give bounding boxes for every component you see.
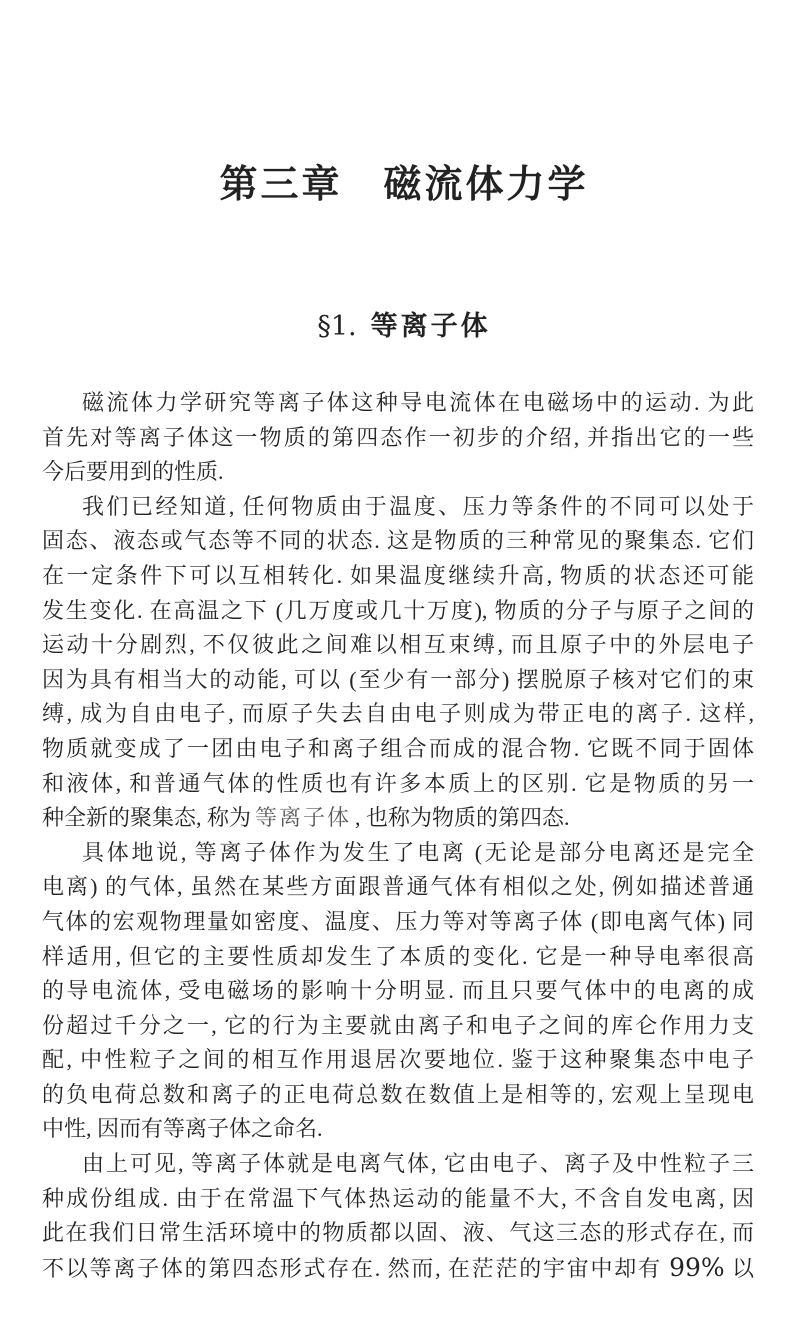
text-line: 种成份组成. 由于在常温下气体热运动的能量不大, 不含自发电离, 因 [42, 1185, 754, 1211]
text-line: 固态、液态或气态等不同的状态. 这是物质的三种常见的聚集态. 它们 [42, 528, 754, 554]
text-line: 份超过千分之一, 它的行为主要就由离子和电子之间的库仑作用力支 [42, 1012, 754, 1038]
text-line: 的导电流体, 受电磁场的影响十分明显. 而且只要气体中的电离的成 [42, 978, 754, 1004]
text-line: 电离) 的气体, 虽然在某些方面跟普通气体有相似之处, 例如描述普通 [42, 874, 754, 900]
text-line: 由上可见, 等离子体就是电离气体, 它由电子、离子及中性粒子三 [82, 1151, 754, 1177]
latin-text: 99% [669, 1252, 725, 1282]
text-line: 不以等离子体的第四态形式存在. 然而, 在茫茫的宇宙中却有 99% 以 [42, 1252, 754, 1282]
text-line: 配, 中性粒子之间的相互作用退居次要地位. 鉴于这种聚集态中电子 [42, 1047, 754, 1073]
text-line: 因为具有相当大的动能, 可以 (至少有一部分) 摆脱原子核对它们的束 [42, 666, 754, 692]
body-text [42, 386, 754, 1286]
text-line: 中性, 因而有等离子体之命名. [42, 1116, 323, 1142]
text-line: 我们已经知道, 任何物质由于温度、压力等条件的不同可以处于 [82, 493, 754, 519]
text-line: 的负电荷总数和离子的正电荷总数在数值上是相等的, 宏观上呈现电 [42, 1081, 754, 1107]
emphasized-term: 等离子体 [255, 805, 352, 831]
chapter-title: 第三章 磁流体力学 [219, 164, 589, 206]
text-line: 缚, 成为自由电子, 而原子失去自由电子则成为带正电的离子. 这样, [42, 701, 754, 727]
text-line: 首先对等离子体这一物质的第四态作一初步的介绍, 并指出它的一些 [42, 424, 754, 450]
text-line: 气体的宏观物理量如密度、温度、压力等对等离子体 (即电离气体) 同 [42, 908, 754, 934]
text-line: 今后要用到的性质. [42, 459, 224, 485]
text-line: 具体地说, 等离子体作为发生了电离 (无论是部分电离还是完全 [82, 839, 754, 865]
text-line: 发生变化. 在高温之下 (几万度或几十万度), 物质的分子与原子之间的 [42, 597, 754, 623]
text-line: 此在我们日常生活环境中的物质都以固、液、气这三态的形式存在, 而 [42, 1220, 754, 1246]
text-line: 在一定条件下可以互相转化. 如果温度继续升高, 物质的状态还可能 [42, 562, 754, 588]
text-line: 运动十分剧烈, 不仅彼此之间难以相互束缚, 而且原子中的外层电子 [42, 632, 754, 658]
section-number: §1. [317, 311, 357, 342]
section-title: 等离子体 [370, 311, 491, 341]
text-line: 物质就变成了一团由电子和离子组合而成的混合物. 它既不同于固体 [42, 735, 754, 761]
text-line: 和液体, 和普通气体的性质也有许多本质上的区别. 它是物质的另一 [42, 770, 754, 796]
text-line: 磁流体力学研究等离子体这种导电流体在电磁场中的运动. 为此 [82, 390, 754, 415]
text-line: 种全新的聚集态, 称为 等离子体 , 也称为物质的第四态. [42, 805, 570, 831]
section-heading [0, 307, 808, 346]
text-line: 样适用, 但它的主要性质却发生了本质的变化. 它是一种导电率很高 [42, 943, 754, 969]
